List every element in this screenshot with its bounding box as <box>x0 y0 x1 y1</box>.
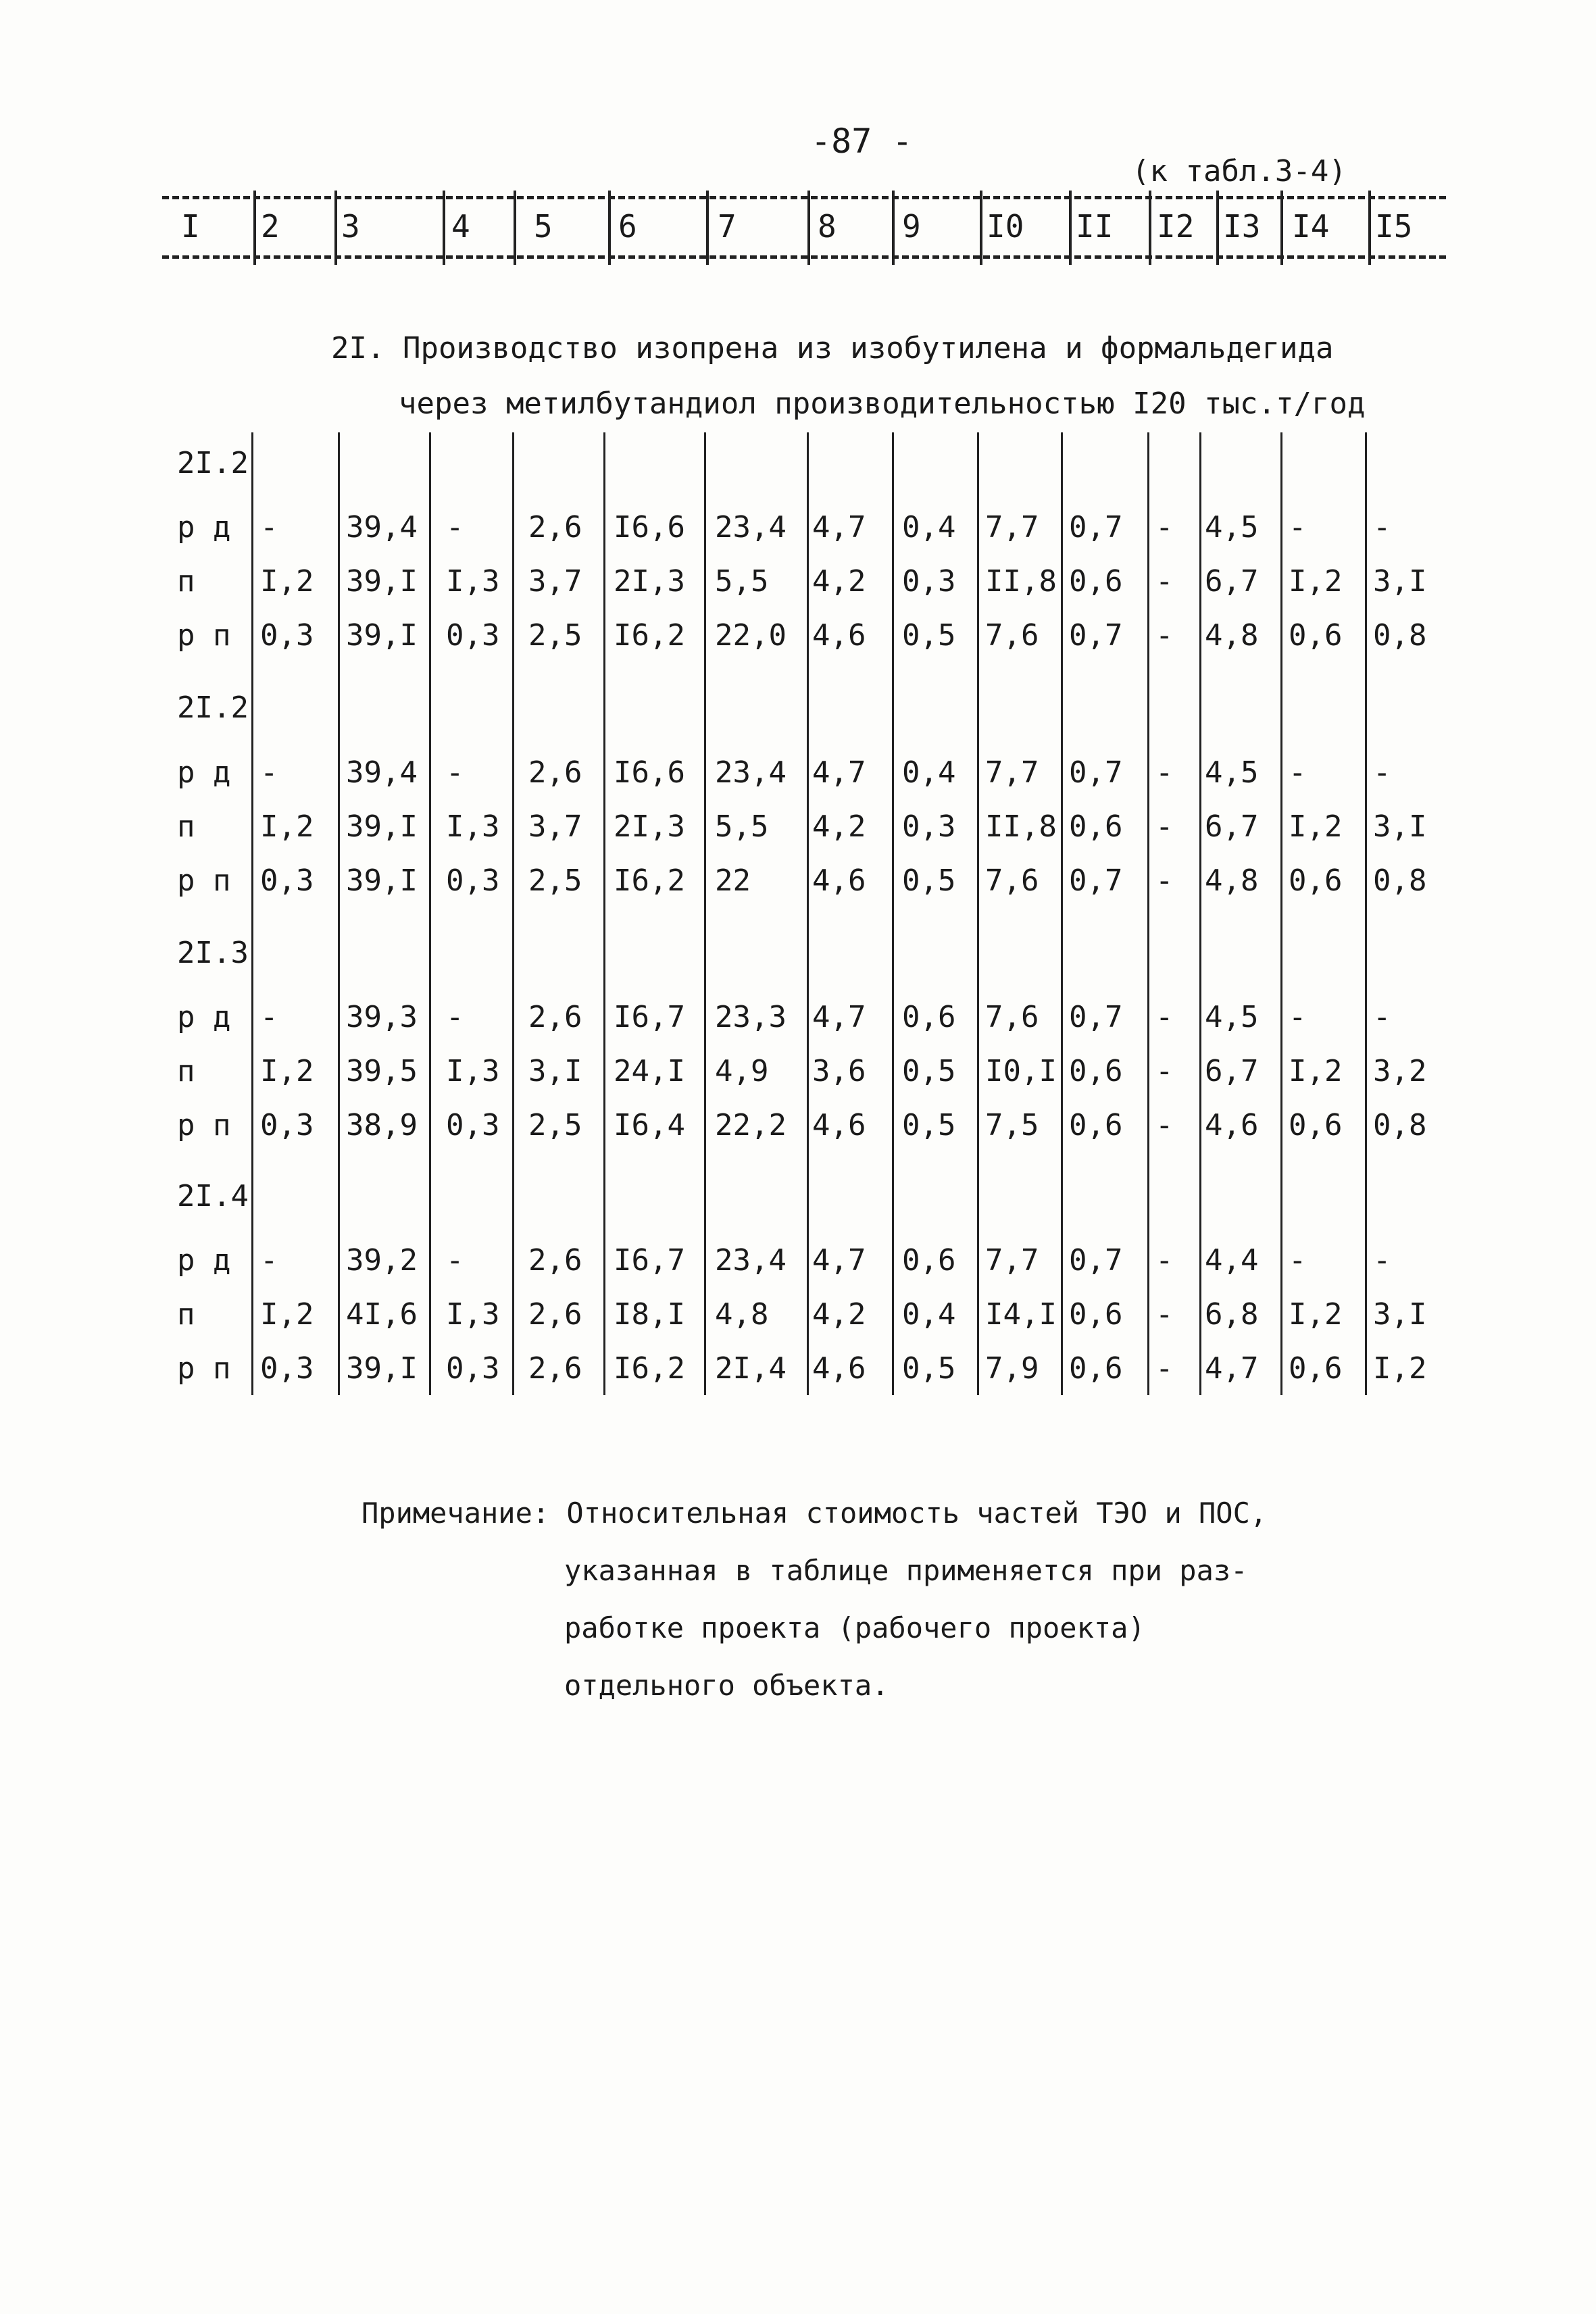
header-separator <box>608 191 611 265</box>
table-cell: 22,0 <box>715 618 787 653</box>
table-cell: - <box>1155 1297 1174 1332</box>
table-cell: 0,6 <box>1069 1297 1123 1332</box>
table-cell: 4,7 <box>1205 1351 1259 1386</box>
table-cell: 0,3 <box>260 1108 314 1142</box>
table-cell: 0,6 <box>902 1243 956 1278</box>
column-rule <box>338 432 340 1395</box>
table-cell: 6,7 <box>1205 809 1259 844</box>
header-separator <box>1149 191 1151 265</box>
table-cell: 5,5 <box>715 564 769 599</box>
table-cell: 4,7 <box>812 510 866 545</box>
table-cell: 0,6 <box>1289 618 1343 653</box>
table-cell: - <box>1155 1000 1174 1034</box>
column-header: I2 <box>1157 208 1195 245</box>
table-cell: I,2 <box>1289 1297 1343 1332</box>
table-cell: 0,5 <box>902 863 956 898</box>
table-cell: 0,3 <box>446 1108 500 1142</box>
row-label: п <box>177 809 195 844</box>
table-cell: 4,5 <box>1205 510 1259 545</box>
table-cell: 4,8 <box>1205 863 1259 898</box>
table-cell: 23,3 <box>715 1000 787 1034</box>
table-cell: I6,2 <box>614 618 685 653</box>
table-cell: - <box>1289 1000 1307 1034</box>
row-label: п <box>177 1054 195 1088</box>
table-cell: - <box>1373 510 1391 545</box>
header-separator <box>1280 191 1283 265</box>
table-cell: 4,6 <box>812 1108 866 1142</box>
table-cell: - <box>260 1243 278 1278</box>
table-cell: 0,6 <box>1069 809 1123 844</box>
table-cell: 4,6 <box>1205 1108 1259 1142</box>
header-separator <box>706 191 709 265</box>
group-code: 2I.3 <box>177 936 249 970</box>
table-cell: 4,9 <box>715 1054 769 1088</box>
table-cell: 0,7 <box>1069 510 1123 545</box>
table-cell: 39,4 <box>346 755 418 790</box>
table-cell: 0,3 <box>446 1351 500 1386</box>
table-cell: I,3 <box>446 809 500 844</box>
column-header: 9 <box>902 208 921 245</box>
table-cell: 3,7 <box>528 564 582 599</box>
table-cell: I,2 <box>1289 809 1343 844</box>
table-cell: I6,7 <box>614 1000 685 1034</box>
table-cell: I,2 <box>1289 1054 1343 1088</box>
table-cell: I6,6 <box>614 755 685 790</box>
table-cell: 0,6 <box>1289 863 1343 898</box>
table-cell: 0,7 <box>1069 618 1123 653</box>
column-rule <box>704 432 706 1395</box>
table-cell: 0,6 <box>1289 1108 1343 1142</box>
row-label: р д <box>177 1000 231 1034</box>
table-cell: 2,6 <box>528 1297 582 1332</box>
column-rule <box>512 432 514 1395</box>
table-cell: 3,6 <box>812 1054 866 1088</box>
header-separator <box>1368 191 1371 265</box>
table-cell: 3,I <box>1373 564 1427 599</box>
table-cell: 3,2 <box>1373 1054 1427 1088</box>
table-cell: 7,7 <box>985 1243 1039 1278</box>
table-cell: 2I,3 <box>614 809 685 844</box>
table-cell: I6,2 <box>614 1351 685 1386</box>
table-cell: - <box>1373 755 1391 790</box>
table-cell: - <box>1155 1054 1174 1088</box>
table-cell: 39,I <box>346 809 418 844</box>
column-rule <box>1365 432 1367 1395</box>
table-cell: 7,6 <box>985 618 1039 653</box>
section-title: 2I. Производство изопрена из изобутилена и формальдегида <box>331 331 1334 366</box>
table-cell: 0,4 <box>902 755 956 790</box>
table-cell: 2,5 <box>528 618 582 653</box>
table-cell: 2I,4 <box>715 1351 787 1386</box>
row-label: р п <box>177 1108 231 1142</box>
column-header: 6 <box>618 208 637 245</box>
table-reference: (к табл.3-4) <box>1132 154 1347 188</box>
column-header: I0 <box>987 208 1024 245</box>
column-rule <box>1147 432 1149 1395</box>
table-cell: 4,7 <box>812 1243 866 1278</box>
group-code: 2I.2 <box>177 446 249 480</box>
table-cell: I,3 <box>446 564 500 599</box>
table-cell: I6,4 <box>614 1108 685 1142</box>
table-cell: 22,2 <box>715 1108 787 1142</box>
column-rule <box>1061 432 1063 1395</box>
table-cell: I,2 <box>260 1054 314 1088</box>
table-cell: 6,7 <box>1205 1054 1259 1088</box>
table-cell: - <box>1373 1243 1391 1278</box>
table-cell: 0,4 <box>902 510 956 545</box>
column-header: I5 <box>1375 208 1413 245</box>
column-header: II <box>1076 208 1114 245</box>
table-cell: I0,I <box>985 1054 1057 1088</box>
table-cell: 2,6 <box>528 755 582 790</box>
column-header: 5 <box>534 208 553 245</box>
table-cell: I,2 <box>1289 564 1343 599</box>
table-cell: 3,7 <box>528 809 582 844</box>
table-cell: I6,2 <box>614 863 685 898</box>
table-cell: 0,3 <box>902 809 956 844</box>
table-cell: - <box>1289 510 1307 545</box>
table-cell: 0,3 <box>260 618 314 653</box>
table-cell: 4,6 <box>812 618 866 653</box>
table-cell: 4,6 <box>812 863 866 898</box>
column-rule <box>977 432 979 1395</box>
column-header: 8 <box>818 208 837 245</box>
table-cell: - <box>1155 1351 1174 1386</box>
row-label: р п <box>177 1351 231 1386</box>
table-cell: 0,7 <box>1069 1000 1123 1034</box>
column-header: I <box>181 208 200 245</box>
table-cell: 4,4 <box>1205 1243 1259 1278</box>
table-cell: 2,5 <box>528 863 582 898</box>
table-cell: 7,7 <box>985 755 1039 790</box>
header-separator <box>443 191 445 265</box>
note-line-3: работке проекта (рабочего проекта) <box>564 1611 1145 1644</box>
table-cell: - <box>1155 809 1174 844</box>
table-cell: 6,8 <box>1205 1297 1259 1332</box>
column-rule <box>1199 432 1201 1395</box>
table-cell: 0,7 <box>1069 755 1123 790</box>
table-cell: I4,I <box>985 1297 1057 1332</box>
group-code: 2I.2 <box>177 690 249 725</box>
column-header: I4 <box>1292 208 1330 245</box>
table-cell: - <box>1289 755 1307 790</box>
header-separator <box>253 191 256 265</box>
group-code: 2I.4 <box>177 1179 249 1213</box>
table-cell: 0,6 <box>1069 1351 1123 1386</box>
table-cell: 0,8 <box>1373 618 1427 653</box>
table-cell: 4,7 <box>812 1000 866 1034</box>
table-cell: 0,3 <box>446 863 500 898</box>
table-cell: 4,2 <box>812 564 866 599</box>
table-cell: I,2 <box>1373 1351 1427 1386</box>
column-rule <box>1280 432 1282 1395</box>
table-cell: - <box>1155 1108 1174 1142</box>
table-cell: 0,3 <box>446 618 500 653</box>
column-rule <box>429 432 431 1395</box>
table-cell: - <box>1155 564 1174 599</box>
note-line-4: отдельного объекта. <box>564 1669 889 1702</box>
row-label: п <box>177 564 195 599</box>
note-line-2: указанная в таблице применяется при раз- <box>564 1554 1248 1587</box>
table-cell: 4,7 <box>812 755 866 790</box>
table-cell: 39,4 <box>346 510 418 545</box>
table-cell: I,2 <box>260 809 314 844</box>
column-rule <box>807 432 809 1395</box>
table-cell: 7,6 <box>985 863 1039 898</box>
table-cell: 24,I <box>614 1054 685 1088</box>
table-cell: 3,I <box>1373 809 1427 844</box>
table-cell: - <box>260 755 278 790</box>
header-separator <box>514 191 516 265</box>
header-bottom-rule <box>162 255 1446 259</box>
header-separator <box>1069 191 1072 265</box>
column-header: I3 <box>1223 208 1261 245</box>
table-cell: II,8 <box>985 564 1057 599</box>
table-cell: 2,6 <box>528 1351 582 1386</box>
table-cell: 0,6 <box>902 1000 956 1034</box>
table-cell: 4I,6 <box>346 1297 418 1332</box>
table-cell: 0,6 <box>1069 564 1123 599</box>
table-cell: - <box>1289 1243 1307 1278</box>
table-cell: I,2 <box>260 1297 314 1332</box>
table-cell: 39,3 <box>346 1000 418 1034</box>
table-cell: 39,5 <box>346 1054 418 1088</box>
table-cell: I8,I <box>614 1297 685 1332</box>
table-cell: 5,5 <box>715 809 769 844</box>
table-cell: 4,6 <box>812 1351 866 1386</box>
table-cell: 0,3 <box>260 1351 314 1386</box>
table-cell: - <box>446 1000 464 1034</box>
table-cell: I6,6 <box>614 510 685 545</box>
table-cell: 2,6 <box>528 1243 582 1278</box>
column-rule <box>251 432 253 1395</box>
header-separator <box>807 191 810 265</box>
column-rule <box>892 432 894 1395</box>
table-cell: 0,8 <box>1373 863 1427 898</box>
table-cell: 7,7 <box>985 510 1039 545</box>
table-cell: 0,4 <box>902 1297 956 1332</box>
table-cell: 7,9 <box>985 1351 1039 1386</box>
column-header: 2 <box>261 208 280 245</box>
header-top-rule <box>162 196 1446 199</box>
note-line-1: Примечание: Относительная стоимость частей ТЭО и ПОС, <box>361 1496 1268 1530</box>
section-subtitle: через метилбутандиол производительностью I20 тыс.т/год <box>399 386 1366 421</box>
table-cell: - <box>260 510 278 545</box>
table-cell: 4,2 <box>812 809 866 844</box>
page-number: -87 - <box>811 122 913 161</box>
table-cell: 39,I <box>346 863 418 898</box>
table-cell: 0,5 <box>902 1108 956 1142</box>
table-cell: - <box>1373 1000 1391 1034</box>
table-cell: I,3 <box>446 1054 500 1088</box>
header-separator <box>334 191 337 265</box>
row-label: р п <box>177 618 231 653</box>
table-cell: 23,4 <box>715 510 787 545</box>
table-cell: 3,I <box>528 1054 582 1088</box>
table-cell: 0,6 <box>1069 1054 1123 1088</box>
header-separator <box>980 191 982 265</box>
table-cell: 3,I <box>1373 1297 1427 1332</box>
table-cell: 0,5 <box>902 1054 956 1088</box>
table-cell: 0,3 <box>902 564 956 599</box>
column-rule <box>603 432 605 1395</box>
table-cell: - <box>1155 510 1174 545</box>
column-header: 7 <box>718 208 737 245</box>
table-cell: 4,5 <box>1205 1000 1259 1034</box>
table-cell: 0,7 <box>1069 863 1123 898</box>
table-cell: II,8 <box>985 809 1057 844</box>
header-separator <box>1216 191 1219 265</box>
table-cell: 7,5 <box>985 1108 1039 1142</box>
table-cell: 0,5 <box>902 618 956 653</box>
table-cell: - <box>1155 863 1174 898</box>
table-cell: - <box>260 1000 278 1034</box>
table-cell: 2,6 <box>528 1000 582 1034</box>
table-cell: - <box>1155 618 1174 653</box>
table-cell: 4,5 <box>1205 755 1259 790</box>
table-cell: 0,3 <box>260 863 314 898</box>
table-cell: 39,I <box>346 1351 418 1386</box>
table-cell: 7,6 <box>985 1000 1039 1034</box>
table-cell: 0,6 <box>1289 1351 1343 1386</box>
table-cell: - <box>446 510 464 545</box>
table-cell: I,2 <box>260 564 314 599</box>
table-cell: 6,7 <box>1205 564 1259 599</box>
table-cell: 22 <box>715 863 751 898</box>
column-header: 3 <box>341 208 360 245</box>
table-cell: 23,4 <box>715 755 787 790</box>
table-cell: 0,5 <box>902 1351 956 1386</box>
row-label: р д <box>177 510 231 545</box>
table-cell: - <box>446 1243 464 1278</box>
table-cell: 0,8 <box>1373 1108 1427 1142</box>
column-header: 4 <box>451 208 470 245</box>
table-cell: 39,2 <box>346 1243 418 1278</box>
table-cell: - <box>446 755 464 790</box>
table-cell: 2,6 <box>528 510 582 545</box>
table-cell: I,3 <box>446 1297 500 1332</box>
table-cell: 23,4 <box>715 1243 787 1278</box>
row-label: р д <box>177 1243 231 1278</box>
table-cell: 39,I <box>346 564 418 599</box>
row-label: п <box>177 1297 195 1332</box>
row-label: р п <box>177 863 231 898</box>
table-cell: 2,5 <box>528 1108 582 1142</box>
table-cell: 39,I <box>346 618 418 653</box>
table-cell: 0,6 <box>1069 1108 1123 1142</box>
row-label: р д <box>177 755 231 790</box>
table-cell: 38,9 <box>346 1108 418 1142</box>
table-cell: - <box>1155 755 1174 790</box>
table-cell: 2I,3 <box>614 564 685 599</box>
table-cell: 4,8 <box>715 1297 769 1332</box>
table-cell: - <box>1155 1243 1174 1278</box>
table-cell: 4,8 <box>1205 618 1259 653</box>
table-cell: I6,7 <box>614 1243 685 1278</box>
header-separator <box>892 191 895 265</box>
table-cell: 0,7 <box>1069 1243 1123 1278</box>
table-cell: 4,2 <box>812 1297 866 1332</box>
